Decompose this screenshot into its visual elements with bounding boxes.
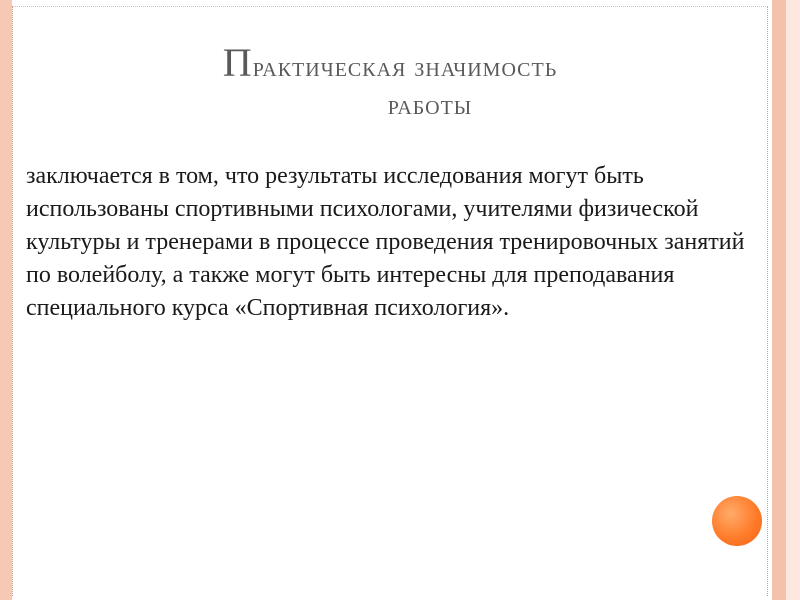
body-paragraph: заключается в том, что результаты исследования могут быть использованы спортивными психологами, учителями физической культуры и тренерами в процессе проведения тренировочных занятий по волейболу, а также могут быть интересны для преподавания специального курса «Спортивная психология». — [26, 163, 745, 321]
title-line-1 — [12, 40, 768, 86]
title-line-2: работы — [387, 90, 473, 121]
title-initial: П — [222, 40, 253, 85]
right-decorative-band — [772, 0, 786, 600]
right-edge-band — [786, 0, 800, 600]
slide-title — [12, 40, 768, 122]
left-decorative-band — [0, 0, 12, 600]
title-line-1-rest: рактическая значимость — [252, 52, 558, 83]
orange-circle-decoration — [712, 496, 762, 546]
